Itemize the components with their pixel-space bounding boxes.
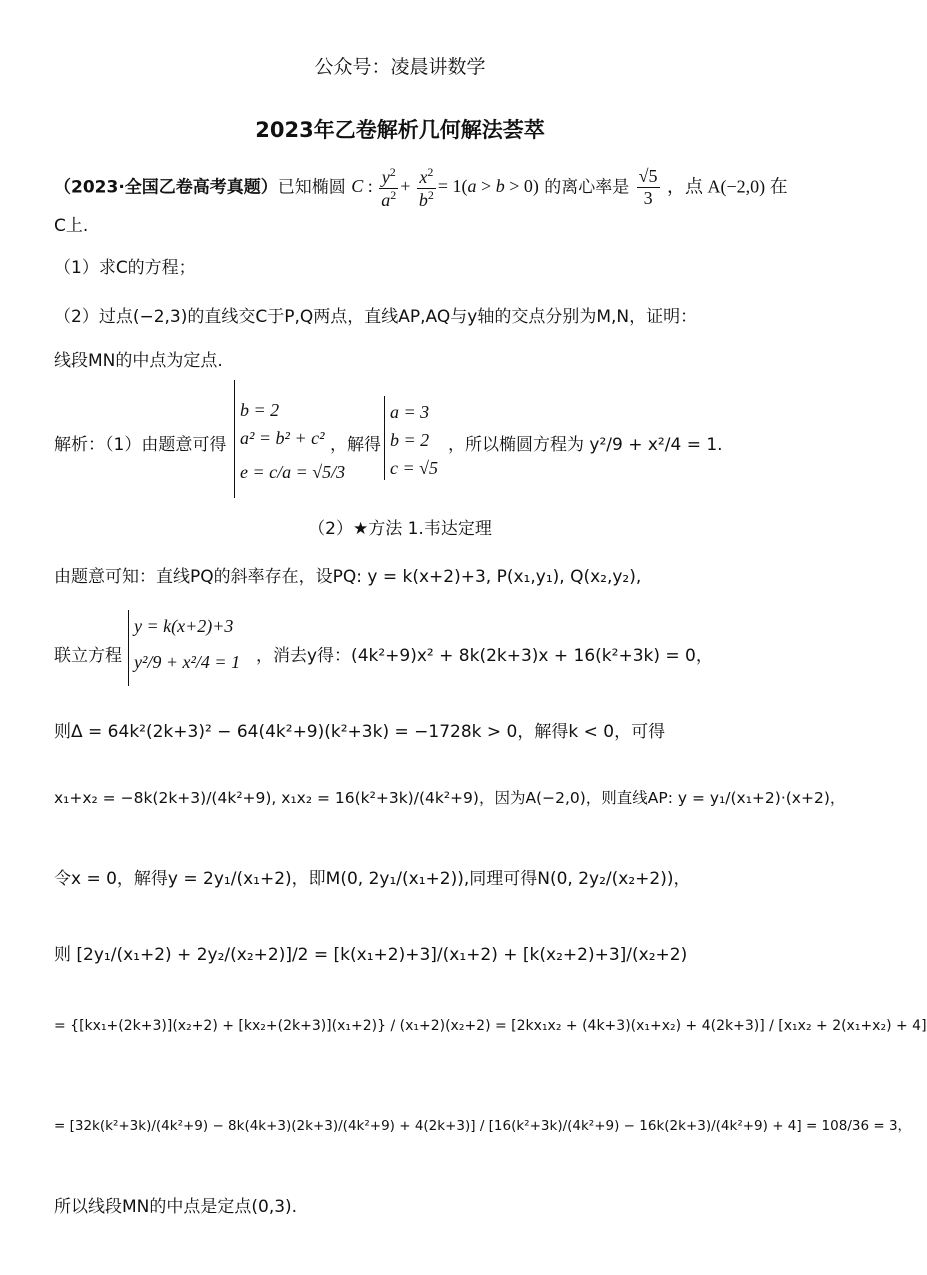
system2-row-3: c = √5 bbox=[390, 458, 439, 478]
system1-brace bbox=[234, 380, 235, 498]
problem-line-1 bbox=[54, 166, 788, 210]
step-2-result: ，消去y得：(4k²+9)x² + 8k(2k+3)x + 16(k²+3k) = 0， bbox=[256, 646, 713, 666]
problem-source: （2023·全国乙卷高考真题） bbox=[54, 177, 278, 198]
point-a-text: ，点 A(−2,0) 在 bbox=[666, 176, 788, 197]
part1-label: 解析：（1）由题意可得 bbox=[54, 435, 227, 455]
step-5: 令x = 0，解得y = 2y₁/(x₁+2)，即M(0, 2y₁/(x₁+2)),同理可得N(0, 2y₂/(x₂+2))， bbox=[54, 869, 691, 889]
system2-row-2: b = 2 bbox=[390, 430, 430, 450]
step-4: x₁+x₂ = −8k(2k+3)/(4k²+9), x₁x₂ = 16(k²+3k)/(4k²+9)，因为A(−2,0)，则直线AP: y = y₁/(x₁+2)·(x+2)， bbox=[54, 789, 846, 807]
solved-text: ，解得 bbox=[330, 435, 381, 455]
system1-row-2: a² = b² + c² bbox=[240, 428, 325, 448]
ecc-value: $\frac{√5}{3}$ bbox=[638, 166, 658, 208]
ellipse-result: ，所以椭圆方程为 y²/9 + x²/4 = 1. bbox=[448, 435, 723, 455]
step-1: 由题意可知：直线PQ的斜率存在，设PQ: y = k(x+2)+3, P(x₁,y₁), Q(x₂,y₂), bbox=[54, 567, 642, 587]
question-2-line-1: （2）过点(−2,3)的直线交C于P,Q两点，直线AP,AQ与y轴的交点分别为M,N，证明： bbox=[54, 307, 698, 327]
ellipse-equation: C : $\frac{y^2}{a^2}$ + $\frac{x^2}{b^2}$ = 1(a > b > 0) bbox=[351, 165, 539, 210]
step-3: 则Δ = 64k²(2k+3)² − 64(4k²+9)(k²+3k) = −1728k > 0，解得k < 0，可得 bbox=[54, 722, 666, 742]
system1-row-3: e = c/a = √5/3 bbox=[240, 462, 346, 482]
step-2-row-1: y = k(x+2)+3 bbox=[134, 616, 234, 636]
system1-row-1: b = 2 bbox=[240, 400, 280, 420]
system2-brace bbox=[384, 396, 385, 480]
problem-intro: 已知椭圆 bbox=[277, 177, 346, 198]
ecc-text: 的离心率是 bbox=[544, 177, 630, 198]
conclusion: 所以线段MN的中点是定点(0,3). bbox=[54, 1197, 298, 1217]
step-2-brace bbox=[128, 610, 129, 686]
question-1: （1）求C的方程； bbox=[54, 258, 196, 278]
step-2-row-2: y²/9 + x²/4 = 1 bbox=[134, 652, 241, 672]
system2-row-1: a = 3 bbox=[390, 402, 430, 422]
method-heading: （2）★方法 1.韦达定理 bbox=[308, 519, 492, 539]
question-2-line-2: 线段MN的中点为定点. bbox=[54, 351, 223, 371]
step-7: = {[kx₁+(2k+3)](x₂+2) + [kx₂+(2k+3)](x₁+2)} / (x₁+2)(x₂+2) = [2kx₁x₂ + (4k+3)(x₁+x₂) + 4(2k+3)] / [x₁x₂ + 2(x₁+x₂) + 4] bbox=[54, 1018, 927, 1034]
step-8: = [32k(k²+3k)/(4k²+9) − 8k(4k+3)(2k+3)/(4k²+9) + 4(2k+3)] / [16(k²+3k)/(4k²+9) − 16k(2k+3)/(4k²+9) + 4] = 108/36 = 3， bbox=[54, 1118, 912, 1134]
on-c-text: C上. bbox=[54, 216, 89, 236]
step-6: 则 [2y₁/(x₁+2) + 2y₂/(x₂+2)]/2 = [k(x₁+2)+3]/(x₁+2) + [k(x₂+2)+3]/(x₂+2) bbox=[54, 945, 688, 965]
step-2-label: 联立方程 bbox=[54, 646, 122, 666]
page-title: 2023年乙卷解析几何解法荟萃 bbox=[255, 118, 545, 142]
account-label: 公众号：凌晨讲数学 bbox=[314, 56, 486, 78]
